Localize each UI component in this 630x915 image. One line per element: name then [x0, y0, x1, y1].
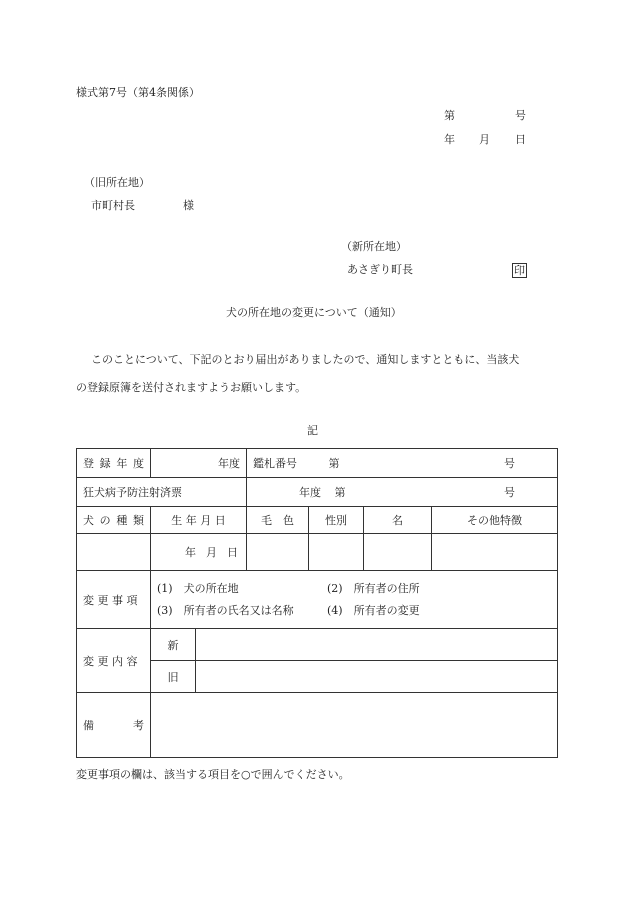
option-1[interactable]: (1) 犬の所在地: [157, 581, 239, 595]
rabies-cell[interactable]: [247, 478, 558, 507]
dog-name-label: 名: [364, 507, 432, 534]
rabies-go: 号: [504, 486, 515, 499]
addressee-name: 市町村長: [91, 199, 135, 212]
table-row: [77, 571, 558, 629]
breed-label: 犬 の 種 類: [77, 507, 151, 534]
document-title: 犬の所在地の変更について（通知）: [226, 306, 402, 319]
remarks-value[interactable]: [151, 693, 558, 758]
new-label: 新: [151, 629, 196, 661]
body-line-2: の登録原簿を送付されますようお願いします。: [76, 381, 307, 394]
change-item-label: 変 更 事 項: [77, 571, 151, 629]
tag-number-go: 号: [504, 457, 515, 470]
new-value[interactable]: [196, 629, 558, 661]
reg-year-value[interactable]: 年度: [151, 449, 247, 478]
sex-label: 性別: [309, 507, 364, 534]
rabies-year: 年度: [299, 486, 321, 499]
option-4[interactable]: (4) 所有者の変更: [327, 603, 420, 617]
new-location-label: （新所在地）: [341, 240, 407, 253]
fur-color-value[interactable]: [247, 534, 309, 571]
breed-value[interactable]: [77, 534, 151, 571]
fur-color-label: 毛 色: [247, 507, 309, 534]
table-row: [77, 478, 558, 507]
old-value[interactable]: [196, 661, 558, 693]
table-row: [77, 629, 558, 661]
table-row: [77, 507, 558, 534]
tag-number-dai: 第: [328, 457, 340, 470]
sex-value[interactable]: [309, 534, 364, 571]
reg-year-label: 登 録 年 度: [77, 449, 151, 478]
change-item-options[interactable]: [151, 571, 558, 629]
other-features-value[interactable]: [432, 534, 558, 571]
doc-number-go: 号: [515, 109, 526, 122]
tag-number-label: 鑑札番号: [253, 457, 297, 470]
date-year: 年: [444, 133, 455, 146]
date-month: 月: [479, 133, 490, 146]
other-features-label: その他特徴: [432, 507, 558, 534]
option-2[interactable]: (2) 所有者の住所: [327, 581, 420, 595]
sender-name: あさぎり町長: [347, 263, 413, 276]
birth-date-label: 生 年 月 日: [151, 507, 247, 534]
addressee-honorific: 様: [183, 199, 194, 212]
remarks-label: 備 考: [77, 693, 151, 758]
table-row: [77, 693, 558, 758]
date-day: 日: [515, 133, 526, 146]
tag-number-cell[interactable]: [247, 449, 558, 478]
dog-name-value[interactable]: [364, 534, 432, 571]
old-location-label: （旧所在地）: [84, 176, 150, 189]
rabies-dai: 第: [334, 486, 346, 499]
body-line-1: このことについて、下記のとおり届出がありましたので、通知しますとともに、当該犬: [91, 353, 520, 366]
old-label: 旧: [151, 661, 196, 693]
change-content-label: 変 更 内 容: [77, 629, 151, 693]
footnote: 変更事項の欄は、該当する項目を○で囲んでください。: [76, 768, 350, 781]
doc-number-dai: 第: [444, 109, 455, 122]
seal-mark: 印: [514, 264, 525, 277]
rabies-label: 狂犬病予防注射済票: [77, 478, 247, 507]
birth-date-value[interactable]: 年 月 日: [151, 534, 247, 571]
table-row: [77, 449, 558, 478]
ki-heading: 記: [307, 424, 318, 437]
form-number: 様式第7号（第4条関係）: [76, 86, 200, 99]
table-row: [77, 534, 558, 571]
option-3[interactable]: (3) 所有者の氏名又は名称: [157, 603, 294, 617]
dog-info-table: [76, 448, 558, 758]
